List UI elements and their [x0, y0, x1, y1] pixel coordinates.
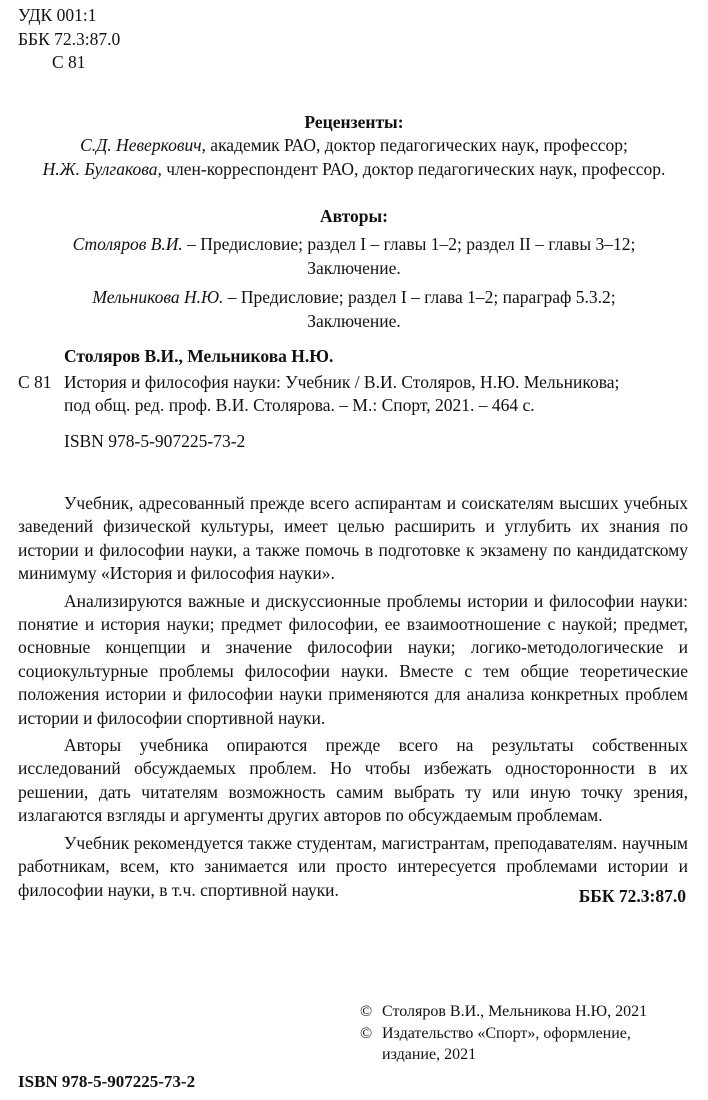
copyright-publisher: Издательство «Спорт», оформление, — [382, 1024, 631, 1042]
catalog-imprint: под общ. ред. проф. В.И. Столярова. – М.: Спорт, 2021. – 464 с. — [64, 395, 535, 415]
abstract-paragraph-4: Учебник рекомендуется также студентам, магистрантам, преподавателям. научным работникам, всем, кто занимается или просто интересуется проблемами истории и философии науки, в т.ч. спортивной науки. — [18, 832, 688, 900]
copyright-symbol: © — [360, 1003, 373, 1020]
author-1-name: Столяров В.И. — [72, 234, 183, 254]
copyright-authors: Столяров В.И., Мельникова Н.Ю, 2021 — [382, 1003, 648, 1020]
author-2-contrib: – Предисловие; раздел I – глава 1–2; параграф 5.3.2; — [223, 287, 616, 307]
udk-code: УДК 001:1 — [18, 5, 97, 25]
author-mark: С 81 — [52, 52, 86, 72]
isbn-bottom: ISBN 978-5-907225-73-2 — [18, 1072, 196, 1091]
reviewer-2 — [0, 159, 708, 180]
reviewer-2-name: Н.Ж. Булгакова, — [42, 159, 162, 179]
reviewer-2-desc: член-корреспондент РАО, доктор педагогических наук, профессор. — [161, 159, 666, 179]
author-1-line1 — [0, 234, 708, 255]
abstract-bbk: ББК 72.3:87.0 — [578, 886, 686, 906]
abstract-paragraph-2: Анализируются важные и дискуссионные проблемы истории и философии науки: понятие и история науки; предмет философии, ее взаимоотношение с наукой; предмет, основные концепции и значение философии науки; логико-методологические и социокультурные проблемы философии науки. Вместе с тем общие теоретические положения истории и философии науки применяются для анализа конкретных проблем истории и философии спортивной науки. — [18, 590, 688, 728]
catalog-entry — [18, 371, 619, 417]
copyright-symbol: © — [360, 1024, 373, 1042]
reviewer-1 — [0, 135, 708, 156]
author-2-line2: Заключение. — [307, 311, 401, 331]
reviewer-1-name: С.Д. Неверкович, — [80, 135, 206, 155]
catalog-title: История и философия науки: Учебник / В.И. Столяров, Н.Ю. Мельникова; — [64, 372, 620, 392]
copyright-block — [360, 1001, 647, 1066]
author-1-line2: Заключение. — [307, 258, 401, 278]
catalog-author-line: Столяров В.И., Мельникова Н.Ю. — [64, 346, 334, 366]
author-2-line1 — [0, 287, 708, 308]
abstract-paragraph-1: Учебник, адресованный прежде всего аспирантам и соискателям высших учебных заведений физической культуры, имеет целью расширить и углубить их знания по истории и философии науки, а также помочь в подготовке к экзамену по кандидатскому минимуму «История и философия науки». — [18, 493, 688, 584]
reviewer-1-desc: академик РАО, доктор педагогических наук, профессор; — [205, 135, 628, 155]
author-1-contrib: – Предисловие; раздел I – главы 1–2; раздел II – главы 3–12; — [182, 234, 636, 254]
bbk-code: ББК 72.3:87.0 — [18, 28, 121, 49]
author-2-name: Мельникова Н.Ю. — [92, 287, 224, 307]
reviewers-heading: Рецензенты: — [304, 112, 404, 132]
authors-heading: Авторы: — [320, 206, 388, 226]
catalog-isbn: ISBN 978-5-907225-73-2 — [64, 431, 246, 451]
abstract-paragraph-3: Авторы учебника опираются прежде всего на результаты собственных исследований обсуждаемых проблем. Но чтобы избежать односторонности в их решении, дать читателям возможность самим выбрать ту или иную точку зрения, излагаются взгляды и аргументы других авторов по обсуждаемым проблемам. — [18, 735, 688, 826]
catalog-mark: С 81 — [18, 372, 52, 392]
classification-codes — [18, 4, 120, 75]
abstract — [18, 492, 688, 902]
copyright-edition: издание, 2021 — [382, 1046, 477, 1063]
